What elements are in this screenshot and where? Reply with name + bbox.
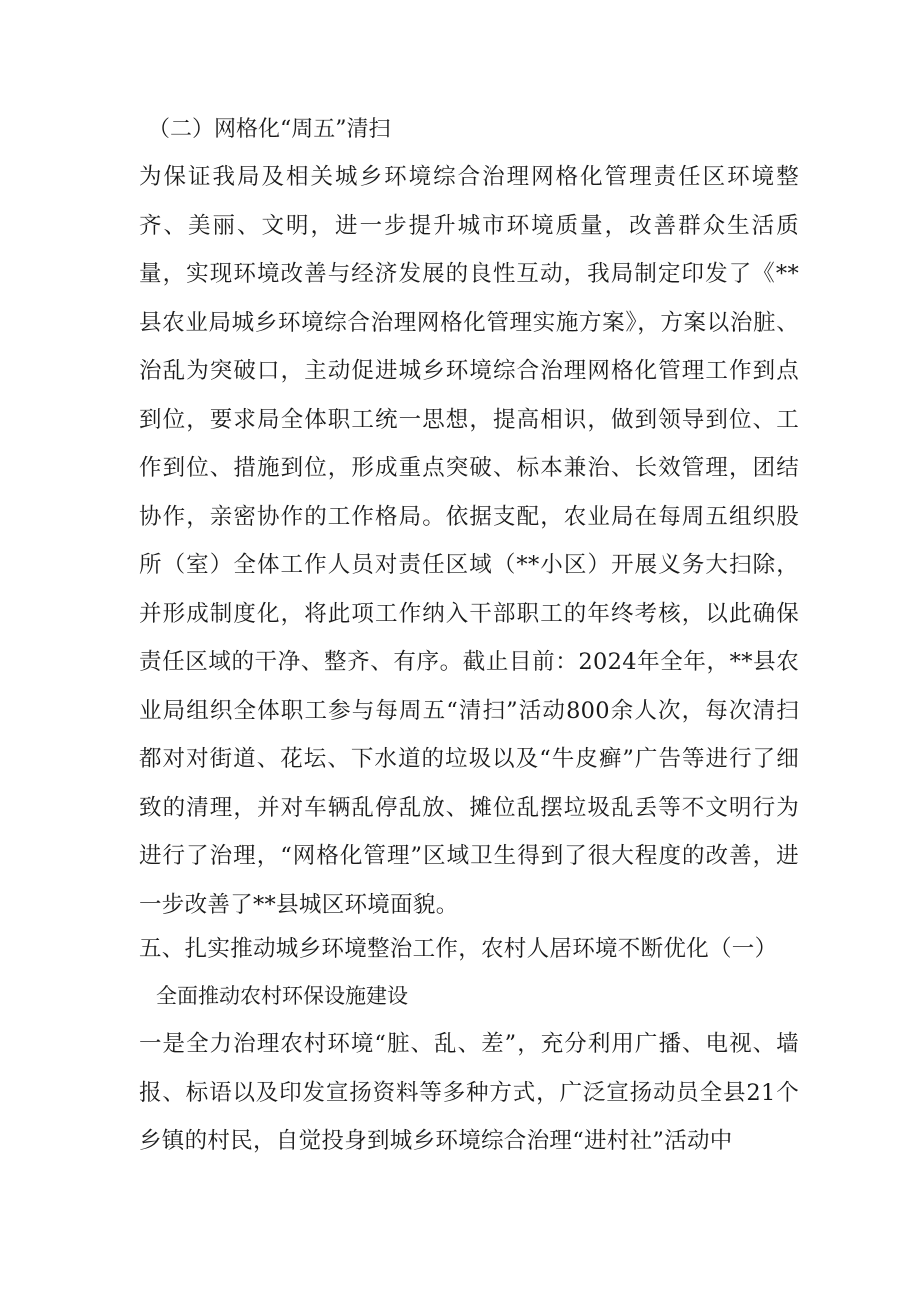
paragraph-rural-cleanup: 一是全力治理农村环境“脏、乱、差”，充分利用广播、电视、墙报、标语以及印发宣扬资料等多种方式，广泛宣扬动员全县21个乡镇的村民，自觉投身到城乡环境综合治理“进村社”活动中 bbox=[139, 1031, 799, 1154]
section-heading-rural-environment: 五、扎实推动城乡环境整治工作，农村人居环境不断优化（一） bbox=[139, 936, 778, 962]
paragraph-friday-cleaning: 为保证我局及相关城乡环境综合治理网格化管理责任区环境整齐、美丽、文明，进一步提升城市环境质量，改善群众生活质量，实现环境改善与经济发展的良性互动，我局制定印发了《**县农业局城乡环境综合治理网格化管理实施方案》，方案以治脏、治乱为突破口，主动促进城乡环境综合治理网格化管理工作到点到位，要求局全体职工统一思想，提高相识，做到领导到位、工作到位、措施到位，形成重点突破、标本兼治、长效管理，团结协作，亲密协作的工作格局。依据支配，农业局在每周五组织股所（室）全体工作人员对责任区域（**小区）开展义务大扫除，并形成制度化，将此项工作纳入干部职工的年终考核，以此确保责任区域的干净、整齐、有序。截止目前：2024年全年，**县农业局组织全体职工参与每周五“清扫”活动800余人次，每次清扫都对对街道、花坛、下水道的垃圾以及“牛皮癣”广告等进行了细致的清理，并对车辆乱停乱放、摊位乱摆垃圾乱丢等不文明行为进行了治理，“网格化管理”区域卫生得到了很大程度的改善，进一步改善了**县城区环境面貌。 bbox=[139, 164, 799, 918]
section-subheading-eco-facilities: 全面推动农村环保设施建设 bbox=[156, 984, 408, 1008]
subheading-grid-friday-cleaning: （二）网格化“周五”清扫 bbox=[148, 117, 391, 142]
